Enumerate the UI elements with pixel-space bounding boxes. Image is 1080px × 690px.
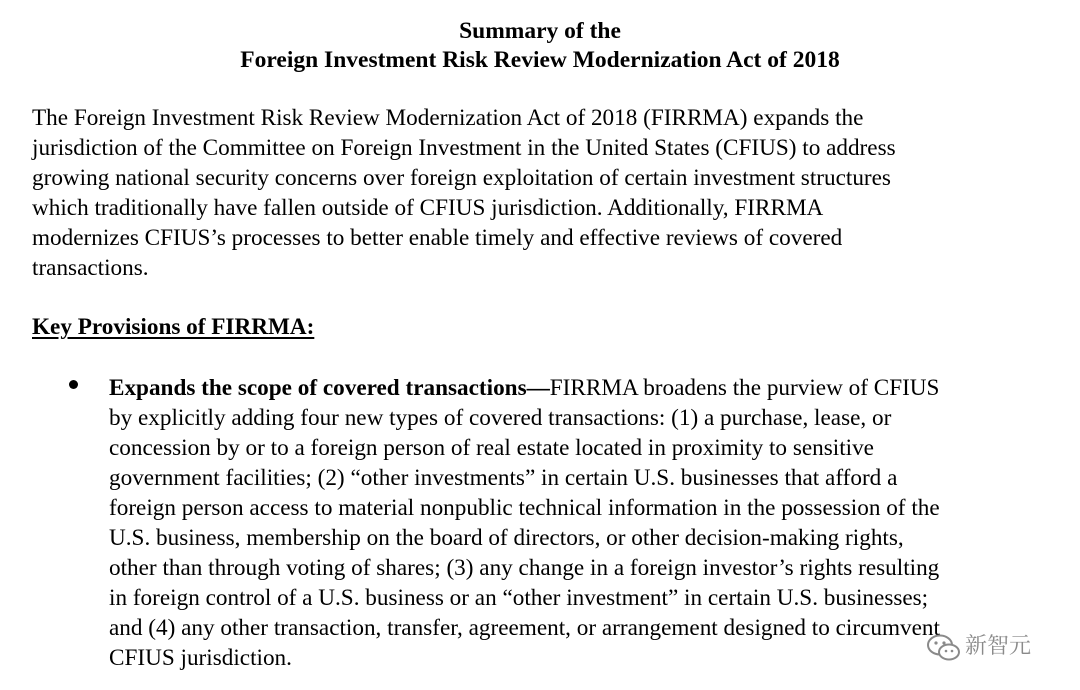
bullet-line: foreign person access to material nonpublic technical information in the possession of the — [109, 495, 940, 521]
intro-line: jurisdiction of the Committee on Foreign Investment in the United States (CFIUS) to address — [32, 135, 896, 161]
bullet-line: U.S. business, membership on the board of directors, or other decision-making rights, — [109, 525, 904, 551]
bullet-item — [109, 373, 940, 673]
intro-line: The Foreign Investment Risk Review Modernization Act of 2018 (FIRRMA) expands the — [32, 105, 864, 131]
bullet-line: concession by or to a foreign person of real estate located in proximity to sensitive — [109, 435, 874, 461]
document-title-line-1: Summary of the — [459, 18, 621, 44]
bullet-line: in foreign control of a U.S. business or an “other investment” in certain U.S. businesses; — [109, 585, 929, 611]
intro-line: growing national security concerns over foreign exploitation of certain investment structures — [32, 165, 891, 191]
bullet-line: other than through voting of shares; (3) any change in a foreign investor’s rights resulting — [109, 555, 940, 581]
bullet-line: government facilities; (2) “other investments” in certain U.S. businesses that afford a — [109, 465, 898, 491]
intro-line: modernizes CFIUS’s processes to better enable timely and effective reviews of covered — [32, 225, 843, 251]
wechat-icon — [927, 634, 961, 662]
intro-line: which traditionally have fallen outside of CFIUS jurisdiction. Additionally, FIRRMA — [32, 195, 824, 221]
bullet-line: by explicitly adding four new types of covered transactions: (1) a purchase, lease, or — [109, 405, 892, 431]
bullet-first-line — [109, 373, 940, 403]
document-title-line-2: Foreign Investment Risk Review Modernization Act of 2018 — [240, 47, 840, 73]
bullet-icon — [69, 380, 78, 389]
bullet-line: and (4) any other transaction, transfer, agreement, or arrangement designed to circumvent — [109, 615, 940, 641]
bullet-line: CFIUS jurisdiction. — [109, 645, 292, 671]
bullet-first-line-text: FIRRMA broadens the purview of CFIUS — [549, 375, 940, 401]
intro-paragraph — [32, 103, 896, 283]
watermark-text: 新智元 — [965, 634, 1032, 659]
bullet-lead: Expands the scope of covered transactions— — [109, 375, 550, 401]
section-heading: Key Provisions of FIRRMA: — [32, 314, 315, 340]
watermark — [927, 630, 1057, 670]
intro-line: transactions. — [32, 255, 149, 281]
